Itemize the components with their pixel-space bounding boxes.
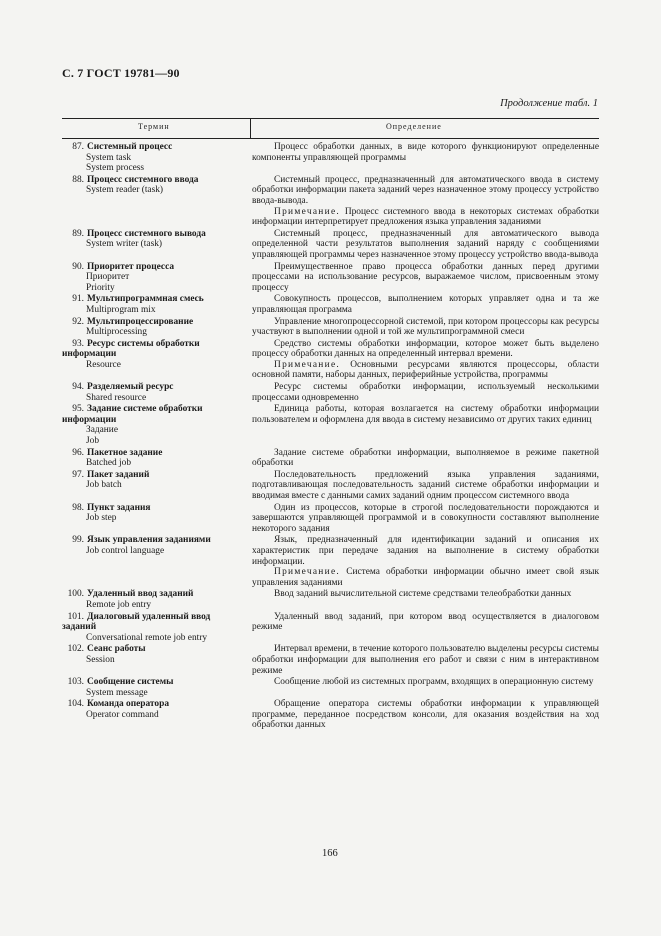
term-number: 95. xyxy=(72,404,84,415)
table-row xyxy=(62,612,599,644)
term-synonym: Задание xyxy=(86,425,118,436)
term-synonym: Job xyxy=(86,436,100,447)
term-number: 96. xyxy=(72,447,84,458)
term-title-line xyxy=(62,535,246,546)
table-row xyxy=(62,294,599,315)
table-row xyxy=(62,503,599,535)
term-title-line xyxy=(62,677,246,688)
note-label: Примечание. xyxy=(274,206,341,217)
term-synonym: Shared resource xyxy=(86,392,147,403)
definition-cell xyxy=(252,382,599,403)
term-synonym: Conversational remote job entry xyxy=(86,632,208,643)
definition-cell xyxy=(252,294,599,315)
definition-text: Один из процессов, которые в строгой последовательности порождаются и завершаются управляющей программой и в совокупности составляют выполнение некоторого задания xyxy=(252,502,599,534)
table-continuation-label: Продолжение табл. 1 xyxy=(500,98,598,109)
term-title-line xyxy=(62,644,246,655)
term-title-line xyxy=(62,699,246,710)
term-title-line xyxy=(62,339,246,360)
definition-text: Обращение оператора системы обработки информации к управляющей программе, переданное посредством консоли, для оказания воздействия на ход обработки данных xyxy=(252,699,599,731)
definition-text: Преимущественное право процесса обработки данных перед другими процессами на использование ресурсов, выражаемое числом, присвоенным этому процессу xyxy=(252,261,599,293)
definition-paragraph xyxy=(252,360,599,381)
term-synonym: System task xyxy=(86,152,132,163)
term-cell xyxy=(62,589,252,610)
definition-cell xyxy=(252,612,599,644)
definition-cell xyxy=(252,699,599,731)
term-cell xyxy=(62,175,252,228)
table-row xyxy=(62,339,599,381)
term-title: Мультипроцессирование xyxy=(87,316,194,327)
term-number: 97. xyxy=(72,469,84,480)
term-title-line xyxy=(62,229,246,240)
term-number: 87. xyxy=(72,142,84,152)
definition-cell xyxy=(252,644,599,676)
table-top-rule xyxy=(62,118,599,119)
term-title-line xyxy=(62,317,246,328)
definition-paragraph xyxy=(252,503,599,535)
definition-cell xyxy=(252,589,599,610)
term-title-line xyxy=(62,382,246,393)
definition-paragraph xyxy=(252,612,599,633)
definition-cell xyxy=(252,404,599,446)
terms-table-body xyxy=(62,142,599,732)
term-cell xyxy=(62,382,252,403)
term-cell xyxy=(62,404,252,446)
term-synonym: Priority xyxy=(86,282,115,293)
term-title: Сообщение системы xyxy=(87,677,174,688)
term-number: 93. xyxy=(72,338,84,349)
definition-paragraph xyxy=(252,339,599,360)
definition-cell xyxy=(252,175,599,228)
table-row xyxy=(62,535,599,588)
term-synonym: System reader (task) xyxy=(86,185,164,196)
term-cell xyxy=(62,142,252,174)
term-title: Системный процесс xyxy=(87,142,173,152)
term-number: 103. xyxy=(67,677,84,688)
term-title-line xyxy=(62,142,246,153)
term-number: 104. xyxy=(67,699,84,710)
table-row xyxy=(62,382,599,403)
term-synonym: Приоритет xyxy=(86,272,130,283)
definition-paragraph xyxy=(252,229,599,261)
term-number: 98. xyxy=(72,502,84,513)
definition-text: Ресурс системы обработки информации, используемый несколькими процессами одновременно xyxy=(252,382,599,403)
definition-cell xyxy=(252,535,599,588)
term-title: Мультипрограммная смесь xyxy=(87,294,204,305)
definition-cell xyxy=(252,339,599,381)
definition-paragraph xyxy=(252,644,599,676)
term-cell xyxy=(62,294,252,315)
term-synonym: Operator command xyxy=(86,709,159,720)
term-title: Ресурс системы обработки информации xyxy=(62,338,200,360)
definition-text: Процесс системного ввода в некоторых системах обработки информации интерпретирует предложения языка управления заданиями xyxy=(252,206,599,228)
definition-text: Совокупность процессов, выполнением которых управляет одна и та же управляющая программа xyxy=(252,294,599,315)
term-title-line xyxy=(62,612,246,633)
term-title-line xyxy=(62,503,246,514)
table-row xyxy=(62,589,599,610)
definition-text: Системный процесс, предназначенный для автоматического ввода в систему обработки информации пакета заданий через назначенное этому процессу устройство ввода-вывода. xyxy=(252,174,599,206)
term-synonym: Remote job entry xyxy=(86,599,152,610)
definition-text: Системный процесс, предназначенный для автоматического вывода определенной части результатов выполнения заданий наряду с сообщениями управляющей программы через назначенное этому процессу устройство ввода-вывода xyxy=(252,228,599,260)
term-title: Задание системе обработки информации xyxy=(62,404,203,425)
column-divider xyxy=(250,118,251,138)
term-number: 100. xyxy=(67,589,84,600)
term-number: 99. xyxy=(72,535,84,546)
definition-text: Процесс обработки данных, в виде которого функционируют определенные компоненты управляющей программы xyxy=(252,142,599,163)
term-title-line xyxy=(62,404,246,425)
term-title: Диалоговый удаленный ввод заданий xyxy=(62,611,211,633)
term-synonym: Job control language xyxy=(86,545,165,556)
term-synonym: Batched job xyxy=(86,458,132,469)
definition-paragraph xyxy=(252,567,599,588)
term-cell xyxy=(62,677,252,698)
page-number: 166 xyxy=(322,848,338,859)
definition-cell xyxy=(252,229,599,261)
term-number: 89. xyxy=(72,228,84,239)
term-title-line xyxy=(62,470,246,481)
definition-paragraph xyxy=(252,589,599,600)
table-header-rule xyxy=(62,138,599,139)
term-title-line xyxy=(62,262,246,273)
table-row xyxy=(62,644,599,676)
term-synonym: System process xyxy=(86,163,145,174)
term-cell xyxy=(62,503,252,535)
term-title: Сеанс работы xyxy=(87,644,146,655)
definition-paragraph xyxy=(252,535,599,567)
definition-text: Интервал времени, в течение которого пользователю выделены ресурсы системы обработки информации для выполнения его работ и связи с ним в интерактивном режиме xyxy=(252,644,599,676)
page-header: С. 7 ГОСТ 19781—90 xyxy=(62,66,180,80)
term-title: Язык управления заданиями xyxy=(87,535,211,546)
definition-cell xyxy=(252,448,599,469)
definition-text: Язык, предназначенный для идентификации заданий и описания их характеристик при передаче задания на выполнение в систему обработки информации. xyxy=(252,535,599,567)
definition-paragraph xyxy=(252,317,599,338)
note-label: Примечание. xyxy=(274,567,341,578)
column-header-term: Термин xyxy=(138,122,170,131)
term-number: 88. xyxy=(72,174,84,185)
term-cell xyxy=(62,448,252,469)
definition-cell xyxy=(252,470,599,502)
table-row xyxy=(62,404,599,446)
definition-paragraph xyxy=(252,207,599,228)
term-title: Процесс системного ввода xyxy=(87,174,199,185)
term-title: Пакетное задание xyxy=(87,447,163,458)
term-cell xyxy=(62,612,252,644)
term-number: 94. xyxy=(72,382,84,393)
definition-text: Задание системе обработки информации, выполняемое в режиме пакетной обработки xyxy=(252,447,599,469)
definition-text: Средство системы обработки информации, которое может быть выделено процессу обработки данных на определенный интервал времени. xyxy=(252,338,599,360)
definition-text: Управление многопроцессорной системой, при котором процессоры как ресурсы участвуют в выполнении одной и той же мультипрограммной смеси xyxy=(252,316,599,338)
table-row xyxy=(62,175,599,228)
definition-cell xyxy=(252,262,599,294)
term-synonym: Job batch xyxy=(86,480,122,491)
term-title-line xyxy=(62,448,246,459)
term-cell xyxy=(62,229,252,261)
definition-text: Ввод заданий вычислительной системе средствами телеобработки данных xyxy=(274,589,572,600)
term-synonym: Multiprogram mix xyxy=(86,304,156,315)
term-number: 101. xyxy=(67,611,84,622)
definition-paragraph xyxy=(252,294,599,315)
table-row xyxy=(62,142,599,174)
term-cell xyxy=(62,262,252,294)
term-title-line xyxy=(62,589,246,600)
table-row xyxy=(62,317,599,338)
table-row xyxy=(62,677,599,698)
term-title-line xyxy=(62,294,246,305)
term-number: 92. xyxy=(72,316,84,327)
term-cell xyxy=(62,699,252,731)
table-row xyxy=(62,229,599,261)
definition-text: Единица работы, которая возлагается на систему обработки информации пользователем и оформлена для ввода в систему независимо от других таких единиц xyxy=(252,404,599,425)
term-number: 102. xyxy=(67,644,84,655)
definition-paragraph xyxy=(252,470,599,502)
term-title: Пакет заданий xyxy=(87,469,150,480)
term-cell xyxy=(62,339,252,381)
definition-cell xyxy=(252,503,599,535)
table-row xyxy=(62,699,599,731)
definition-text: Удаленный ввод заданий, при котором ввод осуществляется в диалоговом режиме xyxy=(252,611,599,633)
definition-text: Основными ресурсами являются процессоры, области основной памяти, наборы данных, периферийные устройства, программы xyxy=(252,359,599,381)
definition-text: Последовательность предложений языка управления заданиями, подготавливающая последовательность заданий системе обработки информации и вводимая вместе с данными самих заданий одним процессом системного ввода xyxy=(252,469,599,501)
term-synonym: Multiprocessing xyxy=(86,327,147,338)
term-synonym: System message xyxy=(86,687,148,698)
term-cell xyxy=(62,535,252,588)
definition-cell xyxy=(252,677,599,698)
term-title: Разделяемый ресурс xyxy=(87,382,174,393)
term-synonym: Session xyxy=(86,654,115,665)
term-title: Удаленный ввод заданий xyxy=(87,589,194,600)
term-cell xyxy=(62,644,252,676)
definition-cell xyxy=(252,142,599,174)
definition-paragraph xyxy=(252,382,599,403)
definition-paragraph xyxy=(252,699,599,731)
term-number: 91. xyxy=(72,294,84,305)
definition-paragraph xyxy=(252,175,599,207)
term-title: Пункт задания xyxy=(87,502,151,513)
definition-paragraph xyxy=(252,404,599,425)
term-synonym: Resource xyxy=(86,359,121,370)
term-cell xyxy=(62,317,252,338)
term-title-line xyxy=(62,175,246,186)
table-row xyxy=(62,448,599,469)
note-label: Примечание. xyxy=(274,359,341,370)
definition-paragraph xyxy=(252,448,599,469)
term-title: Приоритет процесса xyxy=(87,261,175,272)
table-row xyxy=(62,470,599,502)
column-header-definition: Определение xyxy=(386,122,442,131)
definition-cell xyxy=(252,317,599,338)
definition-text: Система обработки информации обычно имеет свой язык управления заданиями xyxy=(252,567,600,588)
term-title: Процесс системного вывода xyxy=(87,228,206,239)
definition-paragraph xyxy=(252,142,599,163)
table-row xyxy=(62,262,599,294)
definition-paragraph xyxy=(252,262,599,294)
term-synonym: Job step xyxy=(86,513,117,524)
term-title: Команда оператора xyxy=(87,699,170,710)
term-number: 90. xyxy=(72,261,84,272)
term-cell xyxy=(62,470,252,502)
definition-text: Сообщение любой из системных программ, входящих в операционную систему xyxy=(274,677,594,688)
term-synonym: System writer (task) xyxy=(86,239,163,250)
definition-paragraph xyxy=(252,677,599,688)
